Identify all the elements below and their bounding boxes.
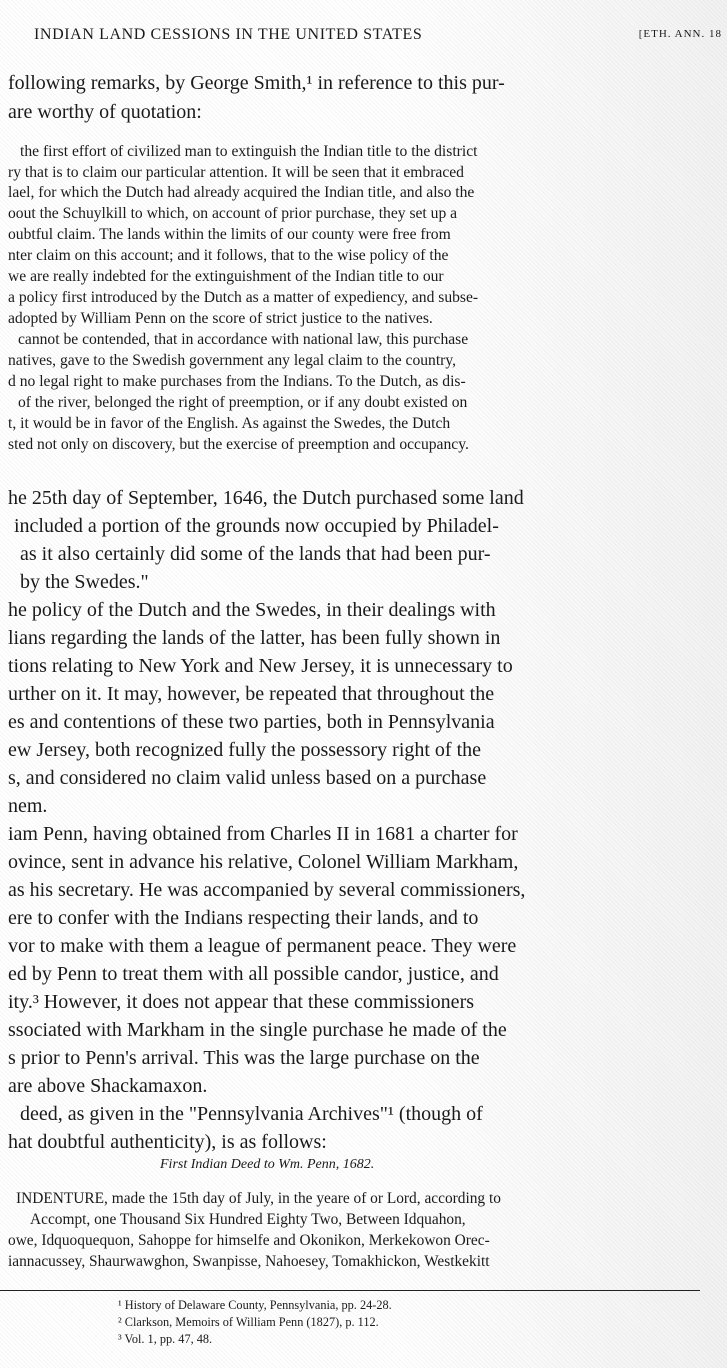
text-line: vor to make with them a league of permanent peace. They were: [8, 935, 517, 957]
text-line: iam Penn, having obtained from Charles II in 1681 a charter for: [8, 823, 518, 845]
deed-line: iannacussey, Shaurwawghon, Swanpisse, Nahoesey, Tomakhickon, Westkekitt: [8, 1253, 490, 1270]
running-header: [34, 26, 724, 44]
text-line: t, it would be in favor of the English. As against the Swedes, the Dutch: [8, 415, 451, 432]
text-line: ssociated with Markham in the single purchase he made of the: [8, 1019, 507, 1041]
text-line: he 25th day of September, 1646, the Dutch purchased some land: [8, 487, 524, 509]
text-line: are worthy of quotation:: [8, 101, 202, 123]
text-line: of the river, belonged the right of preemption, or if any doubt existed on: [18, 394, 468, 411]
text-line: deed, as given in the "Pennsylvania Archives"¹ (though of: [20, 1103, 483, 1125]
text-line: s prior to Penn's arrival. This was the large purchase on the: [8, 1047, 480, 1069]
footnote: ¹ History of Delaware County, Pennsylvania, pp. 24-28.: [118, 1298, 392, 1312]
text-line: he policy of the Dutch and the Swedes, in their dealings with: [8, 599, 496, 621]
deed-line: INDENTURE, made the 15th day of July, in the yeare of or Lord, according to: [16, 1190, 501, 1207]
footnote-divider: [0, 1290, 700, 1291]
text-line: sted not only on discovery, but the exercise of preemption and occupancy.: [8, 436, 469, 453]
text-line: natives, gave to the Swedish government any legal claim to the country,: [8, 352, 457, 369]
text-line: ew Jersey, both recognized fully the possessory right of the: [8, 739, 482, 761]
text-line: nter claim on this account; and it follows, that to the wise policy of the: [8, 247, 449, 264]
text-line: urther on it. It may, however, be repeated that throughout the: [8, 683, 495, 705]
text-line: s, and considered no claim valid unless based on a purchase: [8, 767, 487, 789]
text-line: as his secretary. He was accompanied by several commissioners,: [8, 879, 526, 901]
text-line: ere to confer with the Indians respecting their lands, and to: [8, 907, 479, 929]
running-title: INDIAN LAND CESSIONS IN THE UNITED STATES: [34, 26, 423, 43]
text-line: nem.: [8, 795, 48, 817]
footnote: ³ Vol. 1, pp. 47, 48.: [118, 1332, 213, 1346]
text-line: d no legal right to make purchases from the Indians. To the Dutch, as dis-: [8, 373, 466, 390]
text-line: included a portion of the grounds now occupied by Philadel-: [14, 515, 499, 537]
text-line: es and contentions of these two parties, both in Pennsylvania: [8, 711, 495, 733]
text-line: lael, for which the Dutch had already acquired the Indian title, and also the: [8, 184, 475, 201]
text-line: oout the Schuylkill to which, on account of prior purchase, they set up a: [8, 205, 458, 222]
text-line: we are really indebted for the extinguishment of the Indian title to our: [8, 268, 444, 285]
text-line: as it also certainly did some of the lands that had been pur-: [20, 543, 491, 565]
deed-line: Accompt, one Thousand Six Hundred Eighty Two, Between Idquahon,: [30, 1211, 466, 1228]
text-line: are above Shackamaxon.: [8, 1075, 208, 1097]
text-line: oubtful claim. The lands within the limits of our county were free from: [8, 226, 451, 243]
text-line: ovince, sent in advance his relative, Colonel William Markham,: [8, 851, 519, 873]
text-line: adopted by William Penn on the score of strict justice to the natives.: [8, 310, 433, 327]
deed-caption: First Indian Deed to Wm. Penn, 1682.: [160, 1157, 375, 1172]
text-line: tions relating to New York and New Jersey, it is unnecessary to: [8, 655, 513, 677]
footnote: ² Clarkson, Memoirs of William Penn (1827), p. 112.: [118, 1315, 379, 1329]
text-line: cannot be contended, that in accordance with national law, this purchase: [18, 331, 469, 348]
text-line: ry that is to claim our particular attention. It will be seen that it embraced: [8, 164, 464, 181]
text-line: by the Swedes.": [20, 571, 149, 593]
text-line: the first effort of civilized man to extinguish the Indian title to the district: [20, 143, 478, 160]
text-line: following remarks, by George Smith,¹ in reference to this pur-: [8, 72, 505, 94]
text-line: ity.³ However, it does not appear that these commissioners: [8, 991, 475, 1013]
annual-reference: [ETH. ANN. 18: [638, 28, 722, 40]
text-line: ed by Penn to treat them with all possible candor, justice, and: [8, 963, 499, 985]
text-line: a policy first introduced by the Dutch as a matter of expediency, and subse-: [8, 289, 479, 306]
text-line: hat doubtful authenticity), is as follows:: [8, 1131, 327, 1153]
text-line: lians regarding the lands of the latter, has been fully shown in: [8, 627, 501, 649]
deed-line: owe, Idquoquequon, Sahoppe for himselfe and Okonikon, Merkekowon Orec-: [8, 1232, 490, 1249]
